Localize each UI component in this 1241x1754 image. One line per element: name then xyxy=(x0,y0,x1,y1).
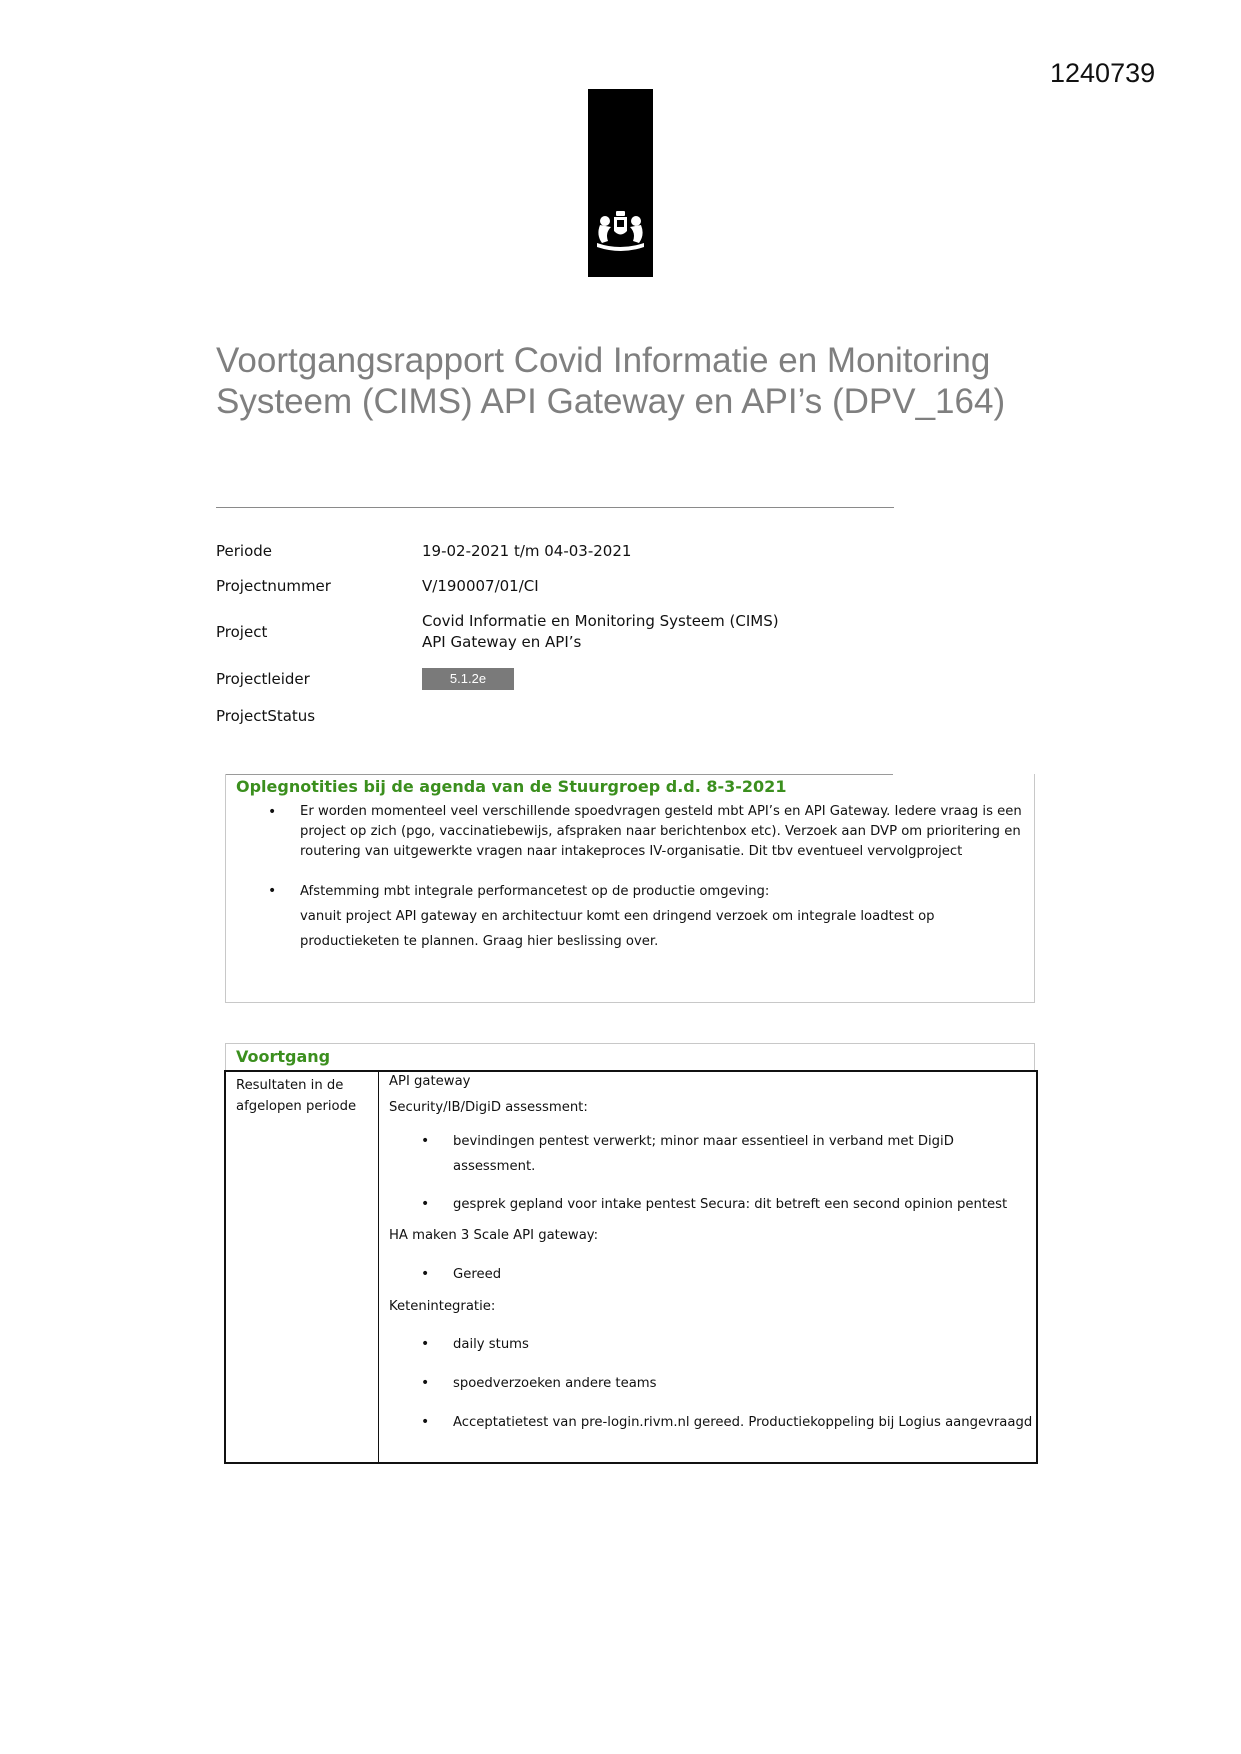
periode-value: 19-02-2021 t/m 04-03-2021 xyxy=(422,541,632,560)
left-label-line1: Resultaten in de xyxy=(236,1078,344,1093)
coat-of-arms-icon xyxy=(591,207,650,253)
project-value xyxy=(422,611,779,653)
security-bullet1-line1: bevindingen pentest verwerkt; minor maar essentieel in verband met DigiD xyxy=(453,1134,954,1149)
list-item: • Acceptatietest van pre-login.rivm.nl gereed. Productiekoppeling bij Logius aangevraagd xyxy=(389,1410,1093,1435)
bullet1-line2: project op zich (pgo, vaccinatiebewijs, afspraken naar berichtenbox etc). Verzoek aan DVP om prioritering en xyxy=(300,824,1021,839)
api-gateway-label: API gateway xyxy=(389,1074,471,1089)
voortgang-heading: Voortgang xyxy=(236,1047,331,1066)
security-heading: Security/IB/DigiD assessment: xyxy=(389,1100,588,1115)
title-divider xyxy=(216,507,894,508)
bullet2-line1: Afstemming mbt integrale performancetest op de productie omgeving: xyxy=(300,884,770,899)
left-label-line2: afgelopen periode xyxy=(236,1099,357,1114)
oplegnotities-box xyxy=(225,774,1035,1003)
voortgang-header-box xyxy=(225,1043,1035,1071)
bullet2-line3: productieketen te plannen. Graag hier beslissing over. xyxy=(300,934,659,949)
meta-row-projectleider xyxy=(216,660,916,697)
voortgang-table xyxy=(224,1070,1038,1464)
meta-row-projectstatus xyxy=(216,697,916,734)
keten-heading: Ketenintegratie: xyxy=(389,1299,496,1314)
voortgang-left-cell xyxy=(226,1072,379,1462)
security-bullet1-line2: assessment. xyxy=(453,1159,536,1174)
voortgang-right-cell xyxy=(379,1072,1036,1462)
list-item: • spoedverzoeken andere teams xyxy=(389,1371,1093,1396)
project-value-line2: API Gateway en API’s xyxy=(422,633,582,651)
meta-row-projectnummer xyxy=(216,568,916,604)
periode-label: Periode xyxy=(216,542,273,560)
oplegnotities-list xyxy=(226,802,1026,954)
ha-heading: HA maken 3 Scale API gateway: xyxy=(389,1228,599,1243)
projectleider-label: Projectleider xyxy=(216,669,310,688)
bullet1-line1: Er worden momenteel veel verschillende spoedvragen gesteld mbt API’s en API Gateway. Iedere vraag is een xyxy=(300,804,1022,819)
project-label: Project xyxy=(216,623,268,641)
meta-row-periode xyxy=(216,534,916,568)
bullet1-line3: routering van uitgewerkte vragen naar intakeproces IV-organisatie. Dit tbv eventueel vervolgproject xyxy=(300,844,963,859)
projectstatus-label: ProjectStatus xyxy=(216,706,316,725)
project-metadata xyxy=(216,534,916,734)
meta-row-project xyxy=(216,604,916,660)
projectnummer-value: V/190007/01/CI xyxy=(422,576,539,595)
redaction-block: 5.1.2e xyxy=(422,668,514,690)
bullet2-line2: vanuit project API gateway en architectuur komt een dringend verzoek om integrale loadtest op xyxy=(300,909,935,924)
list-item: • gesprek gepland voor intake pentest Secura: dit betreft een second opinion pentest xyxy=(389,1192,1093,1217)
list-item xyxy=(226,802,1026,862)
project-value-line1: Covid Informatie en Monitoring Systeem (CIMS) xyxy=(422,612,779,630)
list-item xyxy=(226,879,1026,954)
list-item: • daily stums xyxy=(389,1332,1093,1357)
list-item xyxy=(389,1129,1093,1179)
document-number: 1240739 xyxy=(1050,58,1156,88)
box-top-rule xyxy=(226,774,893,775)
oplegnotities-heading: Oplegnotities bij de agenda van de Stuurgroep d.d. 8-3-2021 xyxy=(236,777,787,796)
list-item: • Gereed xyxy=(389,1262,1093,1287)
report-title: Voortgangsrapport Covid Informatie en Monitoring Systeem (CIMS) API Gateway en API’s (DPV_164) xyxy=(216,341,1006,421)
government-logo-bar xyxy=(588,89,653,277)
projectnummer-label: Projectnummer xyxy=(216,577,331,595)
